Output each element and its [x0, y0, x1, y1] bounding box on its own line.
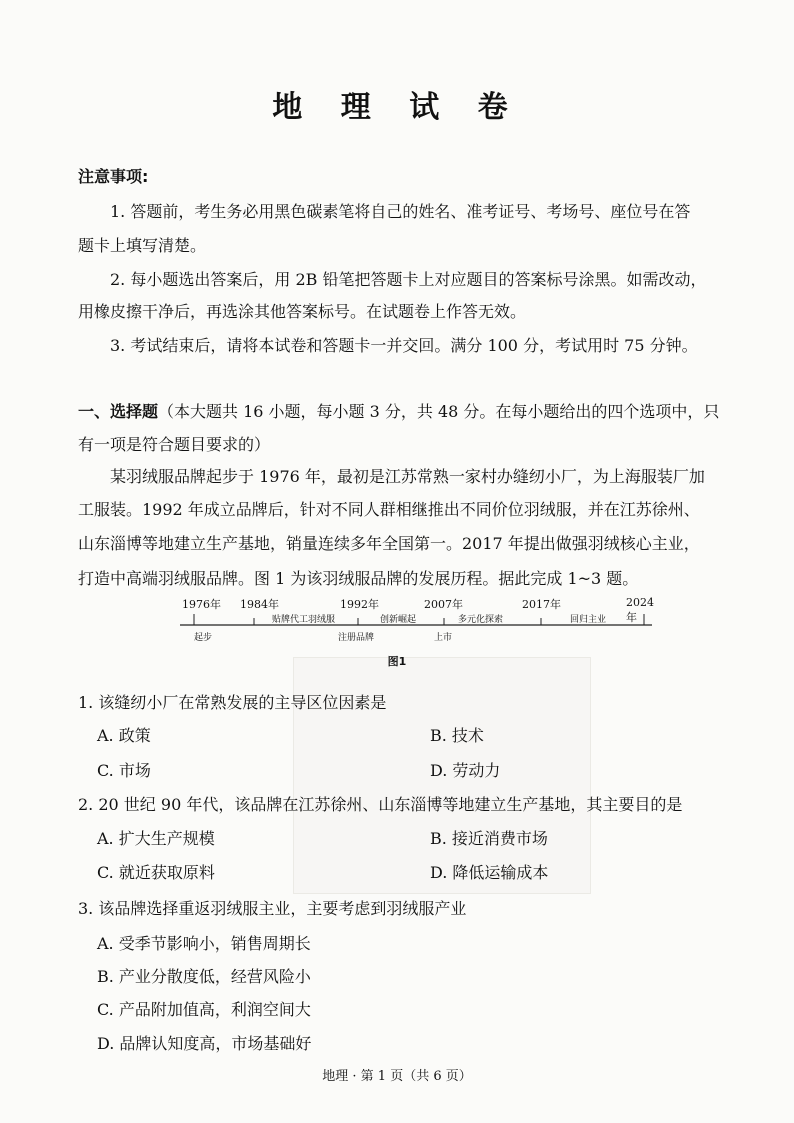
question-option[interactable]: A. 扩大生产规模: [97, 829, 215, 848]
passage-line: 山东淄博等地建立生产基地，销量连续多年全国第一。2017 年提出做强羽绒核心主业，: [78, 534, 700, 553]
section-intro-text: 有一项是符合题目要求的）: [78, 435, 271, 454]
question-option[interactable]: B. 产业分散度低，经营风险小: [97, 967, 311, 986]
question-option[interactable]: D. 降低运输成本: [430, 863, 549, 882]
section-intro: [78, 399, 719, 422]
timeline-stage-label: 创新崛起: [380, 615, 417, 625]
timeline-event-label: 起步: [194, 633, 213, 643]
question-stem: 1. 该缝纫小厂在常熟发展的主导区位因素是: [78, 693, 387, 712]
page-title: 地 理 试 卷: [272, 90, 522, 125]
question-option[interactable]: C. 产品附加值高，利润空间大: [97, 1000, 311, 1019]
question-option[interactable]: D. 劳动力: [430, 761, 501, 780]
passage-line: 打造中高端羽绒服品牌。图 1 为该羽绒服品牌的发展历程。据此完成 1~3 题。: [78, 569, 639, 588]
timeline-stage-label: 贴牌代工羽绒服: [272, 615, 336, 625]
question-stem: 2. 20 世纪 90 年代，该品牌在江苏徐州、山东淄博等地建立生产基地，其主要目的是: [78, 795, 683, 814]
timeline-year: 2024年: [626, 596, 654, 624]
timeline-year: 1992年: [340, 598, 379, 611]
question-stem: 3. 该品牌选择重返羽绒服主业，主要考虑到羽绒服产业: [78, 899, 467, 918]
passage-line: 工服装。1992 年成立品牌后，针对不同人群相继推出不同价位羽绒服，并在江苏徐州、: [78, 500, 700, 519]
timeline-year: 1984年: [240, 598, 279, 611]
notice-line: 1. 答题前，考生务必用黑色碳素笔将自己的姓名、准考证号、考场号、座位号在答: [110, 202, 691, 221]
timeline-stage-label: 回归主业: [570, 615, 607, 625]
timeline-event-label: 上市: [434, 633, 453, 643]
question-option[interactable]: B. 接近消费市场: [430, 829, 548, 848]
timeline-year: 2007年: [424, 598, 463, 611]
notice-line: 用橡皮擦干净后，再选涂其他答案标号。在试题卷上作答无效。: [78, 302, 527, 321]
section-intro-text: （本大题共 16 小题，每小题 3 分，共 48 分。在每小题给出的四个选项中，只: [158, 402, 720, 421]
timeline-stage-label: 多元化探索: [458, 615, 504, 625]
timeline-event-label: 注册品牌: [338, 633, 375, 643]
notice-line: 2. 每小题选出答案后，用 2B 铅笔把答题卡上对应题目的答案标号涂黑。如需改动，: [110, 270, 707, 289]
question-option[interactable]: A. 政策: [97, 726, 151, 745]
question-option[interactable]: A. 受季节影响小，销售周期长: [97, 934, 311, 953]
notice-line: 题卡上填写清楚。: [78, 236, 207, 255]
page-footer: 地理 · 第 1 页（共 6 页）: [322, 1069, 472, 1084]
question-option[interactable]: D. 品牌认知度高，市场基础好: [97, 1034, 312, 1053]
notice-heading: 注意事项:: [78, 167, 149, 186]
timeline-figure: [178, 596, 658, 646]
question-option[interactable]: C. 就近获取原料: [97, 863, 215, 882]
passage-line: 某羽绒服品牌起步于 1976 年，最初是江苏常熟一家村办缝纫小厂，为上海服装厂加: [110, 467, 705, 486]
question-option[interactable]: C. 市场: [97, 761, 151, 780]
question-option[interactable]: B. 技术: [430, 726, 484, 745]
section-heading: 一、选择题: [78, 402, 159, 421]
figure-label: 图1: [387, 655, 407, 668]
notice-line: 3. 考试结束后，请将本试卷和答题卡一并交回。满分 100 分，考试用时 75 分钟。: [110, 336, 698, 355]
timeline-year: 2017年: [522, 598, 561, 611]
timeline-year: 1976年: [182, 598, 221, 611]
